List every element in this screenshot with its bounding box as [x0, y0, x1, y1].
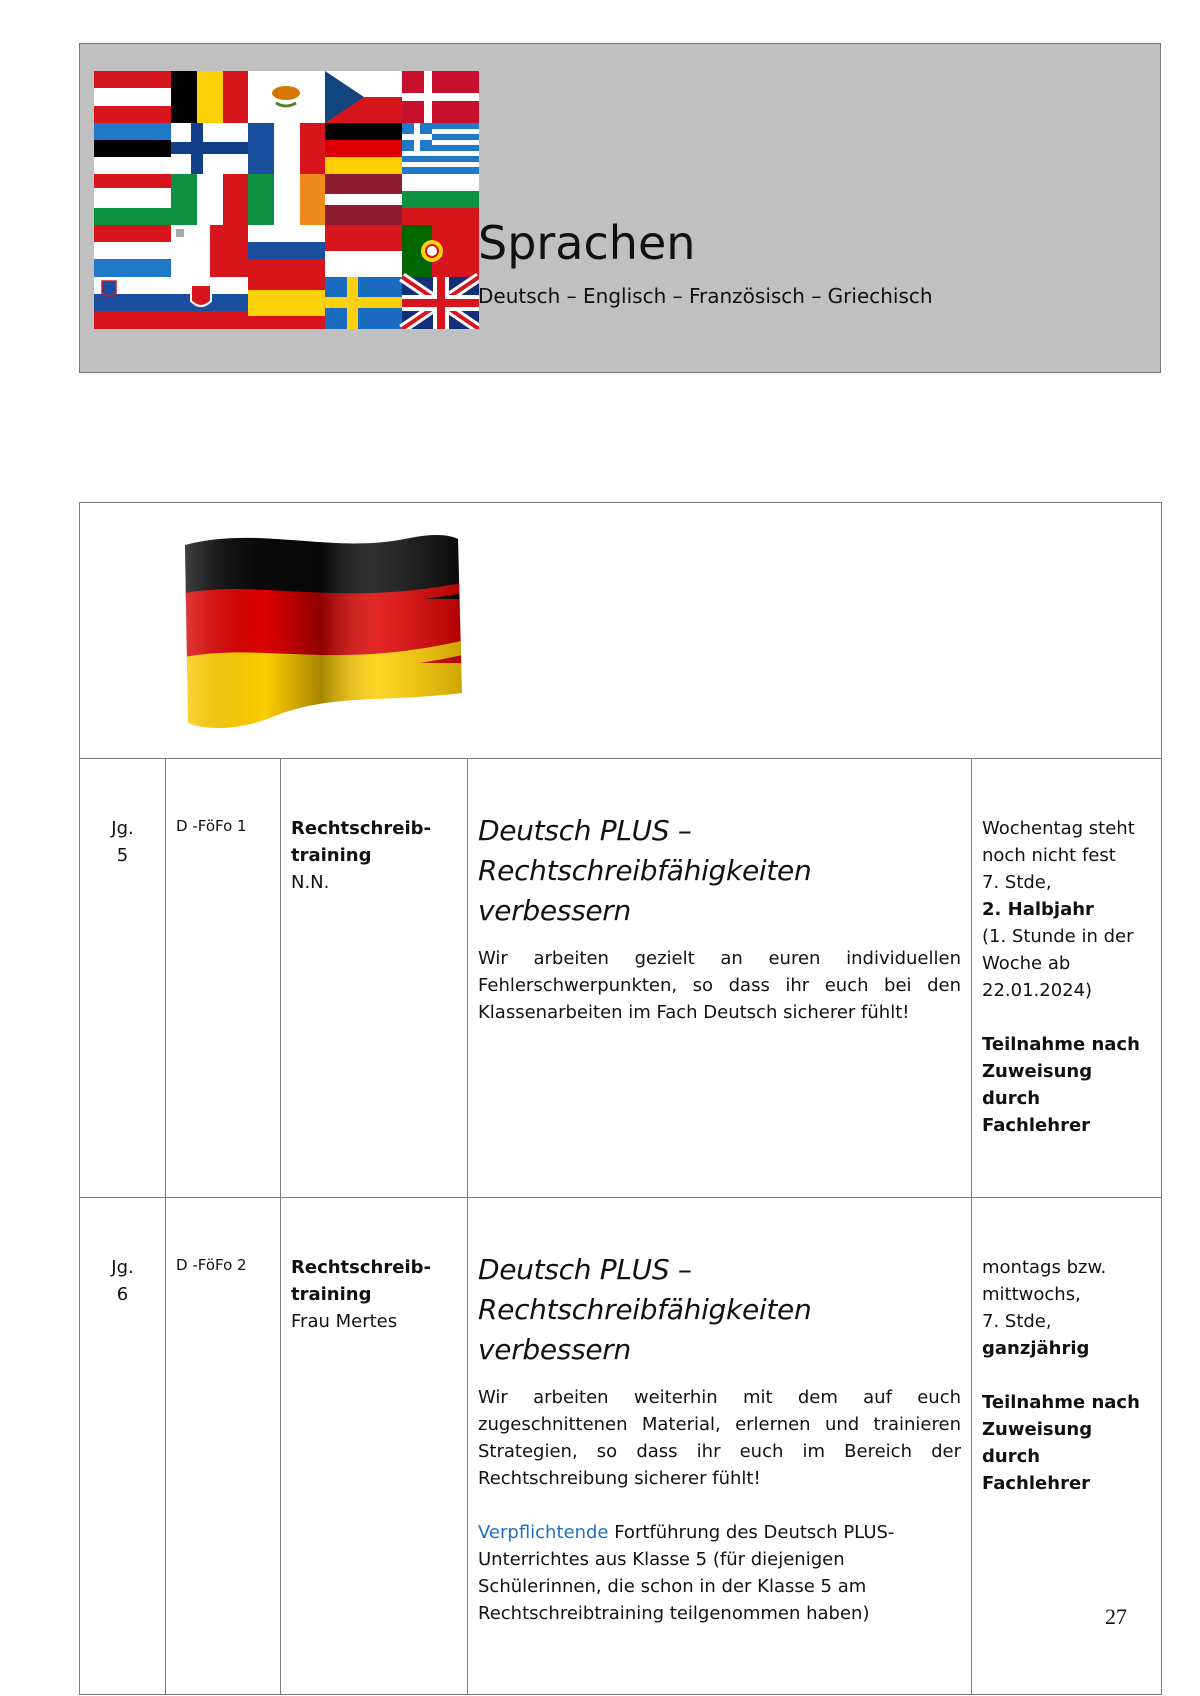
section-title: Sprachen	[478, 216, 696, 270]
participation-line: Zuweisung durch	[982, 1061, 1093, 1109]
eu-flags-collage	[94, 71, 479, 329]
schedule-line: Wochentag steht	[982, 818, 1135, 839]
course-description: Wir arbeiten gezielt an euren individuellen Fehlerschwerpunkten, so dass ihr euch bei den Klassenarbeiten im Fach Deutsch sicherer fühlt!	[478, 948, 961, 1023]
grade-cell	[80, 1198, 166, 1695]
grade-label: Jg.	[111, 1257, 134, 1278]
teacher-name: N.N.	[291, 872, 330, 893]
schedule-line: 7. Stde,	[982, 1311, 1052, 1332]
course-title-line2: Rechtschreibfähigkeiten verbessern	[478, 1293, 812, 1366]
grade-number: 6	[116, 1284, 129, 1305]
course-type-cell	[281, 1198, 468, 1695]
course-note	[478, 1519, 961, 1627]
schedule-line: mittwochs,	[982, 1284, 1081, 1305]
schedule-period: 2. Halbjahr	[982, 899, 1094, 920]
course-type-line1: Rechtschreib-	[291, 1257, 431, 1278]
course-title	[478, 1250, 961, 1370]
schedule-line: noch nicht fest	[982, 845, 1116, 866]
note-text: Fortführung des Deutsch PLUS-Unterrichtes aus Klasse 5 (für diejenigen Schülerinnen, die schon in der Klasse 5 am Rechtschreibtraining teilgenommen haben)	[478, 1522, 895, 1624]
flag-cell	[80, 503, 1162, 759]
course-code: D -FöFo 2	[166, 1198, 281, 1695]
course-description-cell	[468, 759, 972, 1198]
participation-line: Fachlehrer	[982, 1115, 1091, 1136]
course-description-cell	[468, 1198, 972, 1695]
course-title-line1: Deutsch PLUS –	[478, 814, 692, 847]
schedule-cell	[972, 759, 1162, 1198]
course-type-line2: training	[291, 1284, 372, 1305]
schedule-line: 22.01.2024)	[982, 980, 1093, 1001]
course-type-cell	[281, 759, 468, 1198]
course-type-line2: training	[291, 845, 372, 866]
teacher-name: Frau Mertes	[291, 1311, 398, 1332]
german-flag-image	[180, 533, 462, 733]
section-subtitle: Deutsch – Englisch – Französisch – Griechisch	[478, 284, 933, 308]
table-row	[80, 759, 1162, 1198]
participation-line: Teilnahme nach	[982, 1034, 1140, 1055]
grade-number: 5	[116, 845, 129, 866]
course-type-line1: Rechtschreib-	[291, 818, 431, 839]
participation-line: Teilnahme nach	[982, 1392, 1140, 1413]
page-number: 27	[1105, 1604, 1127, 1629]
grade-label: Jg.	[111, 818, 134, 839]
schedule-cell	[972, 1198, 1162, 1695]
note-highlight: Verpflichtende	[478, 1522, 609, 1543]
flag-row	[80, 503, 1162, 759]
course-table	[79, 502, 1162, 1695]
schedule-line: montags bzw.	[982, 1257, 1107, 1278]
schedule-line: 7. Stde,	[982, 872, 1052, 893]
course-code: D -FöFo 1	[166, 759, 281, 1198]
table-row	[80, 1198, 1162, 1695]
course-description: Wir arbeiten weiterhin mit dem auf euch zugeschnittenen Material, erlernen und trainieren Strategien, so dass ihr euch im Bereich der Rechtschreibung sicherer fühlt!	[478, 1387, 961, 1489]
schedule-line: Woche ab	[982, 953, 1071, 974]
schedule-line: (1. Stunde in der	[982, 926, 1134, 947]
course-title-line2: Rechtschreibfähigkeiten verbessern	[478, 854, 812, 927]
participation-line: Zuweisung durch	[982, 1419, 1093, 1467]
course-title	[478, 811, 961, 931]
header-banner	[79, 43, 1161, 373]
course-title-line1: Deutsch PLUS –	[478, 1253, 692, 1286]
grade-cell	[80, 759, 166, 1198]
participation-line: Fachlehrer	[982, 1473, 1091, 1494]
schedule-period: ganzjährig	[982, 1338, 1090, 1359]
